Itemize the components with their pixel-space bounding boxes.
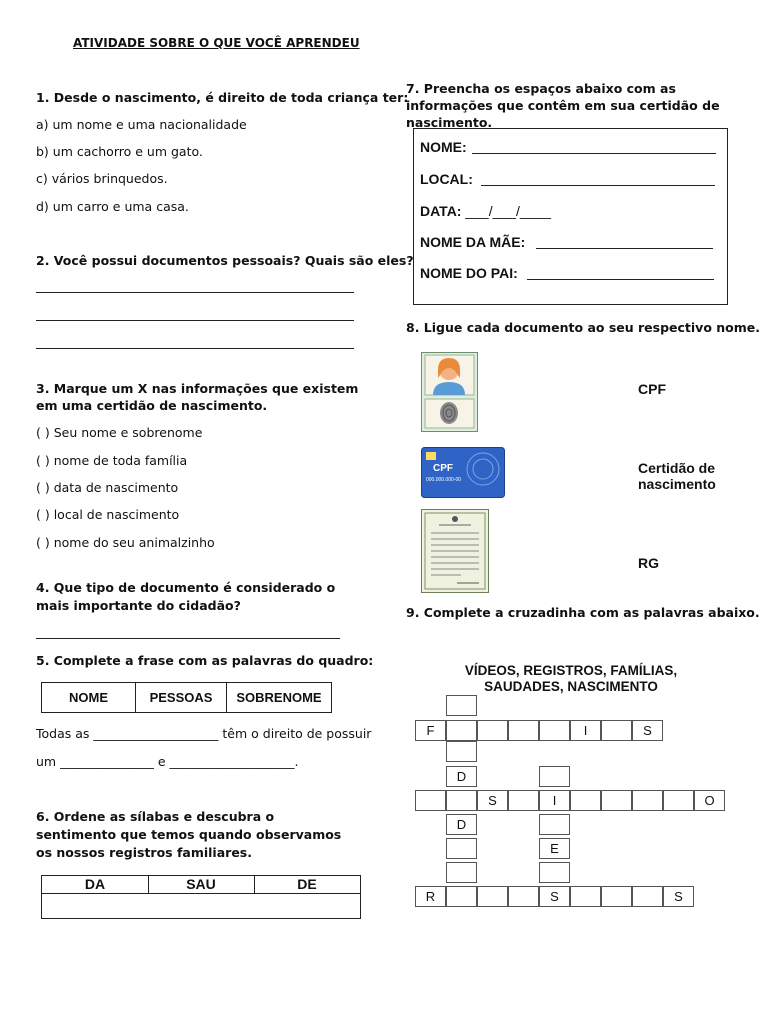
q5-sentence-line-1 [36,726,371,742]
crossword-cell[interactable] [446,741,477,762]
q7-nome-row [420,139,467,155]
crossword-cell[interactable] [446,695,477,716]
q1-option-a: a) um nome e uma nacionalidade [36,117,247,132]
q3-option-2[interactable]: ( ) nome de toda família [36,453,188,468]
q1-question: 1. Desde o nascimento, é direito de toda criança ter: [36,90,409,105]
q6-syllable-sau: SAU [186,876,216,892]
q8-question: 8. Ligue cada documento ao seu respectivo nome. [406,320,761,335]
q7-nome-label: NOME: [420,139,467,155]
q2-answer-line-3[interactable] [36,348,354,349]
q7-nome-line[interactable] [472,153,716,154]
crossword-cell[interactable]: O [694,790,725,811]
q7-local-line[interactable] [481,185,715,186]
q2-question: 2. Você possui documentos pessoais? Quais são eles? [36,253,414,268]
crossword-cell[interactable]: I [539,790,570,811]
q9-question: 9. Complete a cruzadinha com as palavras abaixo. [406,605,760,620]
crossword-cell[interactable]: S [632,720,663,741]
q7-data-blanks[interactable]: ___/___/____ [465,203,551,219]
crossword-cell[interactable] [508,790,539,811]
q5-sentence-line-2 [36,754,299,770]
crossword-cell[interactable]: R [415,886,446,907]
q5-blank-1[interactable]: ____________________ [93,726,219,741]
q3-option-4[interactable]: ( ) local de nascimento [36,507,180,522]
q6-syllable-da: DA [84,876,106,892]
q7-question: 7. Preencha os espaços abaixo com as informações que contêm em sua certidão de nascimento. [406,81,720,130]
q1-option-c: c) vários brinquedos. [36,171,168,186]
q2-answer-line-2[interactable] [36,320,354,321]
q1-option-b: b) um cachorro e um gato. [36,144,203,159]
crossword-cell[interactable] [539,720,570,741]
crossword-cell[interactable]: E [539,838,570,859]
q9-word-list-line-2: SAUDADES, NASCIMENTO [484,679,658,694]
crossword-cell[interactable] [601,720,632,741]
q8-label-rg[interactable]: RG [638,555,659,571]
q8-label-cpf[interactable]: CPF [638,381,666,397]
q7-data-label: DATA: [420,203,462,219]
crossword-cell[interactable] [446,838,477,859]
q6-question: 6. Ordene as sílabas e descubra o sentimento que temos quando observamos os nossos registros familiares. [36,809,342,860]
q5-sentence-1-start: Todas as [36,726,90,741]
crossword-cell[interactable] [570,790,601,811]
crossword-cell[interactable] [508,886,539,907]
q4-answer-line[interactable] [36,638,340,639]
q3-option-3[interactable]: ( ) data de nascimento [36,480,179,495]
page-title: ATIVIDADE SOBRE O QUE VOCÊ APRENDEU [73,36,360,50]
crossword-cell[interactable] [570,886,601,907]
q8-label-certidao[interactable]: Certidão de nascimento [638,460,716,492]
q7-mae-line[interactable] [536,248,713,249]
q5-word-box [41,682,332,713]
q5-word-nome: NOME [69,690,108,705]
cpf-card-image[interactable] [421,447,505,498]
q2-answer-line-1[interactable] [36,292,354,293]
crossword-cell[interactable] [446,790,477,811]
crossword-cell[interactable] [446,720,477,741]
q7-local-row [420,171,473,187]
cpf-card-title: CPF [433,463,453,474]
q5-question: 5. Complete a frase com as palavras do quadro: [36,653,374,668]
crossword-cell[interactable]: D [446,766,477,787]
rg-card-image[interactable] [421,352,478,432]
q7-mae-row [420,234,525,250]
crossword-cell[interactable] [508,720,539,741]
crossword-cell[interactable] [663,790,694,811]
crossword-cell[interactable] [632,886,663,907]
q7-mae-label: NOME DA MÃE: [420,234,526,250]
crossword-cell[interactable] [446,862,477,883]
crossword-cell[interactable] [446,886,477,907]
crossword-cell[interactable] [539,814,570,835]
crossword-cell[interactable]: I [570,720,601,741]
q7-pai-row [420,265,518,281]
q7-local-label: LOCAL: [420,171,473,187]
crossword-cell[interactable] [539,766,570,787]
crossword-cell[interactable]: D [446,814,477,835]
q6-answer-cell[interactable] [42,894,360,918]
q3-question: 3. Marque um X nas informações que existem em uma certidão de nascimento. [36,381,359,413]
q5-blank-2[interactable]: _______________ [60,754,154,769]
crossword-cell[interactable]: F [415,720,446,741]
crossword-cell[interactable] [632,790,663,811]
q4-question: 4. Que tipo de documento é considerado o mais importante do cidadão? [36,580,336,613]
q7-pai-line[interactable] [527,279,714,280]
crossword-cell[interactable] [601,886,632,907]
cpf-card-number: 000.000.000-00 [426,477,462,483]
q9-word-list [415,663,727,695]
q3-option-5[interactable]: ( ) nome do seu animalzinho [36,535,215,550]
q5-word-sobrenome: SOBRENOME [236,690,322,705]
q7-pai-label: NOME DO PAI: [420,265,518,281]
crossword-cell[interactable]: S [539,886,570,907]
crossword-cell[interactable] [539,862,570,883]
q5-sentence-1-end: têm o direito de possuir [222,726,372,741]
q5-sentence-2-start: um [36,754,57,769]
q5-word-pessoas: PESSOAS [149,690,213,705]
q5-blank-3[interactable]: ____________________. [169,754,299,769]
crossword-cell[interactable]: S [477,790,508,811]
q5-sentence-2-mid: e [157,754,166,769]
crossword-cell[interactable]: S [663,886,694,907]
q3-option-1[interactable]: ( ) Seu nome e sobrenome [36,425,203,440]
crossword-cell[interactable] [415,790,446,811]
q6-syllable-table [41,875,361,919]
q6-syllable-de: DE [297,876,317,892]
crossword-cell[interactable] [601,790,632,811]
q9-word-list-line-1: VÍDEOS, REGISTROS, FAMÍLIAS, [464,663,678,678]
q7-data-row [420,203,551,219]
birth-certificate-image[interactable] [421,509,489,593]
crossword-cell[interactable] [477,720,508,741]
crossword-cell[interactable] [477,886,508,907]
q1-option-d: d) um carro e uma casa. [36,199,189,214]
